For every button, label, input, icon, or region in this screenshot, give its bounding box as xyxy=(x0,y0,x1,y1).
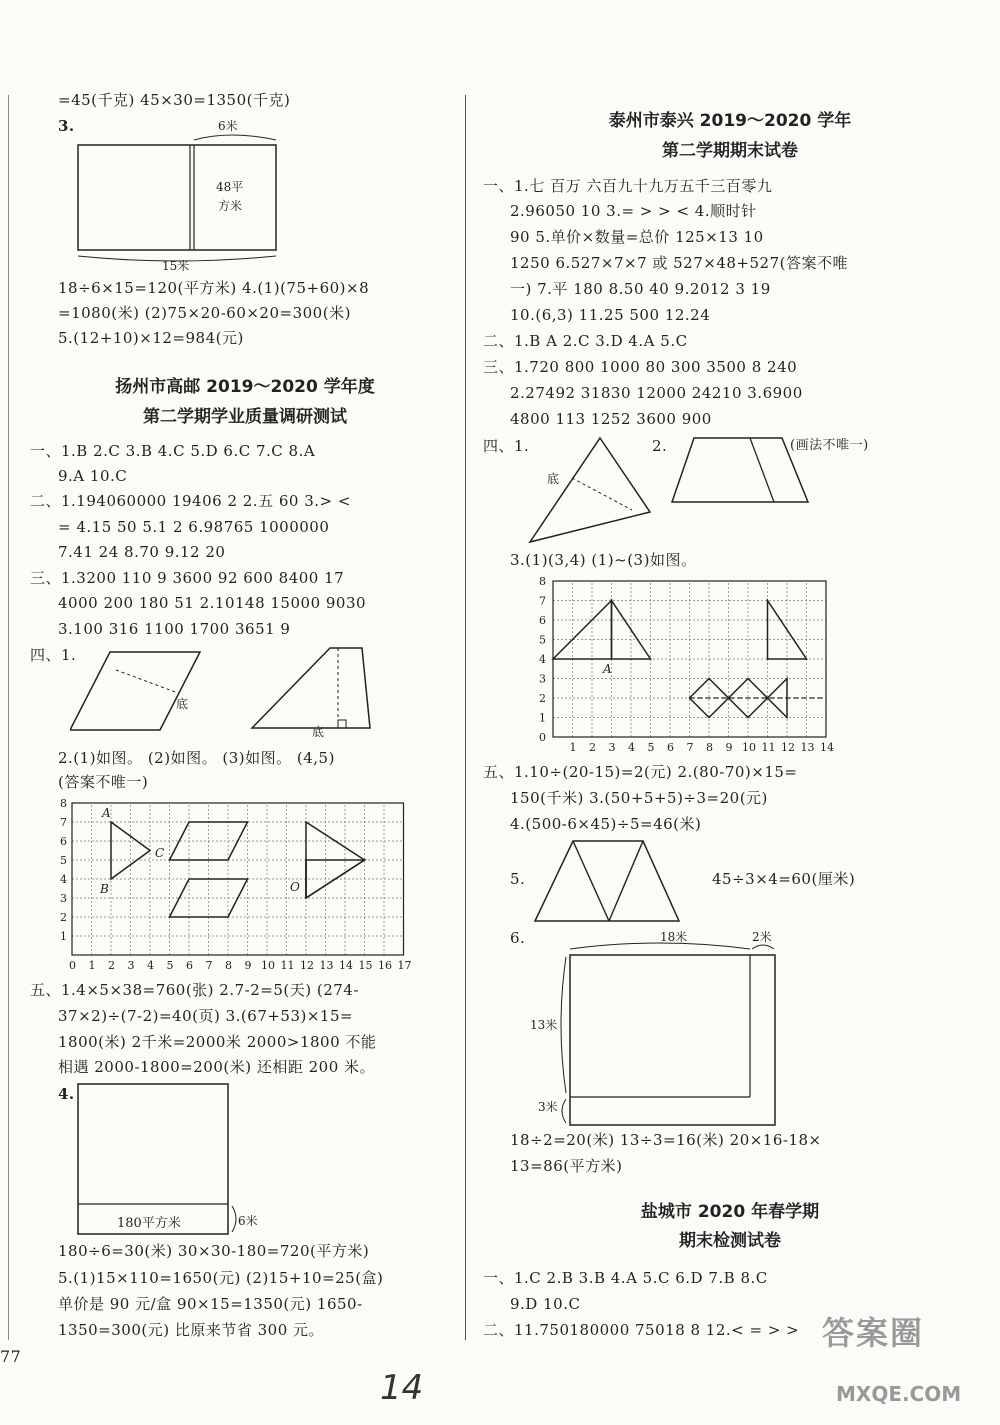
point-label: B xyxy=(100,882,109,896)
answer-line: 相遇 2000-1800=200(米) 还相距 200 米。 xyxy=(58,1058,376,1076)
x-tick-label: 4 xyxy=(628,741,635,754)
rectangle-figure-6 xyxy=(560,925,790,1130)
answer-line: 三、1.3200 110 9 3600 92 600 8400 17 xyxy=(30,569,345,587)
x-tick-label: 6 xyxy=(667,741,674,754)
left-margin-line xyxy=(8,95,9,1340)
point-label: A xyxy=(603,662,612,676)
dimension-label: 3米 xyxy=(538,1100,558,1114)
x-tick-label: 5 xyxy=(647,741,655,754)
answer-line: 18÷6×15=120(平方米) 4.(1)(75+60)×8 xyxy=(58,279,370,297)
answer-line: 9.D 10.C xyxy=(510,1295,581,1313)
dimension-label: 2米 xyxy=(752,930,772,944)
answer-line: 3.100 316 1100 1700 3651 9 xyxy=(58,620,291,638)
answer-line: 1350=300(元) 比原来节省 300 元。 xyxy=(58,1321,325,1339)
y-tick-label: 1 xyxy=(60,930,67,943)
y-tick-label: 3 xyxy=(539,672,546,686)
y-tick-label: 4 xyxy=(60,873,67,886)
answer-line: 一、1.B 2.C 3.B 4.C 5.D 6.C 7.C 8.A xyxy=(30,442,316,460)
y-tick-label: 3 xyxy=(60,892,67,905)
column-divider xyxy=(465,95,466,1340)
answer-line: 2.27492 31830 12000 24210 3.6900 xyxy=(510,384,803,402)
answer-line: 5. xyxy=(510,870,526,888)
x-tick-label: 17 xyxy=(397,959,412,972)
answer-line: 二、11.750180000 75018 8 12.< = > > xyxy=(483,1321,800,1339)
watermark-url: MXQE.COM xyxy=(836,1382,962,1406)
answer-line: 4800 113 1252 3600 900 xyxy=(510,410,712,428)
page-number: 77 xyxy=(0,1347,22,1366)
x-tick-label: 0 xyxy=(69,959,76,972)
section-subtitle: 期末检测试卷 xyxy=(679,1231,781,1251)
note: (画法不唯一) xyxy=(790,438,869,453)
answer-line: 7.41 24 8.70 9.12 20 xyxy=(58,543,226,561)
grid-shape xyxy=(612,601,651,660)
dimension-label: 6米 xyxy=(218,119,238,133)
y-tick-label: 8 xyxy=(539,575,546,588)
x-tick-label: 4 xyxy=(147,959,154,972)
answer-line: 2.96050 10 3.= > > < 4.顺时针 xyxy=(510,202,757,220)
parallelogram-trapezoid-figure xyxy=(70,640,450,740)
base-label: 底 xyxy=(547,472,560,486)
answer-line: 5.(12+10)×12=984(元) xyxy=(58,329,244,347)
x-tick-label: 11 xyxy=(761,741,776,754)
x-tick-label: 2 xyxy=(589,741,596,754)
answer-line: = 4.15 50 5.1 2 6.98765 1000000 xyxy=(58,518,330,536)
answer-line: 9.A 10.C xyxy=(58,467,128,485)
answer-line: 2.(1)如图。 (2)如图。 (3)如图。 (4,5) xyxy=(58,749,335,767)
point-label: A xyxy=(102,806,111,820)
grid-shape xyxy=(306,860,365,898)
x-tick-label: 14 xyxy=(339,959,353,972)
grid-shape xyxy=(768,601,807,660)
x-tick-label: 15 xyxy=(358,959,373,972)
answer-line: 5.(1)15×110=1650(元) (2)15+10=25(盒) xyxy=(58,1269,384,1287)
x-tick-label: 3 xyxy=(127,959,135,972)
y-tick-label: 1 xyxy=(539,711,546,725)
area-label: 48平 xyxy=(216,180,244,194)
x-tick-label: 1 xyxy=(88,959,96,972)
x-tick-label: 10 xyxy=(742,741,756,754)
answer-line: 150(千米) 3.(50+5+5)÷3=20(元) xyxy=(510,789,768,807)
watermark-logo: 答案圈 xyxy=(822,1314,925,1352)
answer-line: 37×2)÷(7-2)=40(页) 3.(67+53)×15= xyxy=(58,1007,354,1025)
answer-line: 三、1.720 800 1000 80 300 3500 8 240 xyxy=(483,358,798,376)
y-tick-label: 4 xyxy=(539,653,546,666)
answer-line: 单价是 90 元/盒 90×15=1350(元) 1650- xyxy=(58,1295,363,1313)
x-tick-label: 5 xyxy=(166,959,174,972)
answer-line: 4.(500-6×45)÷5=46(米) xyxy=(510,815,702,833)
coordinate-grid-1 xyxy=(60,795,420,975)
x-tick-label: 1 xyxy=(569,741,577,754)
y-tick-label: 5 xyxy=(539,633,546,647)
answer-line: 四、1. xyxy=(30,646,77,664)
dimension-label: 15米 xyxy=(162,259,190,273)
answer-line: (答案不唯一) xyxy=(58,773,149,791)
x-tick-label: 16 xyxy=(378,959,392,972)
grid-shape xyxy=(553,601,612,660)
section-subtitle: 第二学期学业质量调研测试 xyxy=(143,407,347,427)
y-tick-label: 0 xyxy=(539,731,546,744)
answer-line: 1800(米) 2千米=2000米 2000>1800 不能 xyxy=(58,1033,377,1051)
section-title: 盐城市 2020 年春学期 xyxy=(640,1202,820,1222)
answer-line: 一、1.C 2.B 3.B 4.A 5.C 6.D 7.B 8.C xyxy=(483,1269,768,1287)
answer-line: 4000 200 180 51 2.10148 15000 9030 xyxy=(58,594,367,612)
answer-line: 3.(1)(3,4) (1)~(3)如图。 xyxy=(510,551,697,569)
handwritten-number: 14 xyxy=(380,1368,424,1408)
x-tick-label: 2 xyxy=(108,959,115,972)
rectangle-figure-1 xyxy=(70,110,290,270)
y-tick-label: 5 xyxy=(60,854,67,867)
answer-line: 二、1.B A 2.C 3.D 4.A 5.C xyxy=(483,332,688,350)
y-tick-label: 6 xyxy=(60,835,67,848)
section-subtitle: 第二学期期末试卷 xyxy=(662,141,798,161)
x-tick-label: 7 xyxy=(205,959,213,972)
x-tick-label: 3 xyxy=(608,741,616,754)
triangles-figure-5 xyxy=(525,835,695,930)
answer-line: 五、1.10÷(20-15)=2(元) 2.(80-70)×15= xyxy=(483,763,798,781)
section-title: 泰州市泰兴 2019～2020 学年 xyxy=(608,111,852,131)
answer-line: =1080(米) (2)75×20-60×20=300(米) xyxy=(58,304,351,322)
x-tick-label: 13 xyxy=(319,959,334,972)
area-label: 180平方米 xyxy=(117,1216,181,1231)
answer-line: 90 5.单价×数量=总价 125×13 10 xyxy=(510,228,764,246)
x-tick-label: 14 xyxy=(820,741,834,754)
question-number: 4. xyxy=(58,1085,75,1103)
answer-line: =45(千克) 45×30=1350(千克) xyxy=(58,91,291,109)
base-label: 底 xyxy=(176,697,189,711)
y-tick-label: 7 xyxy=(60,816,67,829)
answer-line: 四、1. xyxy=(483,437,530,455)
x-tick-label: 13 xyxy=(800,741,815,754)
question-number: 3. xyxy=(58,117,75,135)
x-tick-label: 8 xyxy=(706,741,713,754)
answer-line: 18÷2=20(米) 13÷3=16(米) 20×16-18× xyxy=(510,1131,822,1149)
dimension-label: 18米 xyxy=(660,930,688,944)
x-tick-label: 6 xyxy=(186,959,193,972)
x-tick-label: 7 xyxy=(686,741,694,754)
x-tick-label: 9 xyxy=(244,959,252,972)
y-tick-label: 8 xyxy=(60,797,67,810)
answer-line: 6. xyxy=(510,929,526,947)
answer-line: 二、1.194060000 19406 2 2.五 60 3.> < xyxy=(30,492,351,510)
y-tick-label: 6 xyxy=(539,614,546,627)
section-title: 扬州市高邮 2019～2020 学年度 xyxy=(115,377,375,397)
area-label: 方米 xyxy=(218,199,243,213)
x-tick-label: 9 xyxy=(725,741,733,754)
point-label: O xyxy=(290,880,300,894)
point-label: C xyxy=(155,846,165,860)
x-tick-label: 8 xyxy=(225,959,232,972)
answer-line: 45÷3×4=60(厘米) xyxy=(712,870,856,888)
base-label: 底 xyxy=(312,725,325,739)
answer-line: 180÷6=30(米) 30×30-180=720(平方米) xyxy=(58,1242,370,1260)
x-tick-label: 12 xyxy=(300,959,314,972)
x-tick-label: 10 xyxy=(261,959,275,972)
y-tick-label: 7 xyxy=(539,594,546,608)
y-tick-label: 2 xyxy=(60,911,67,924)
answer-line: 13=86(平方米) xyxy=(510,1157,623,1175)
answer-line: 10.(6,3) 11.25 500 12.24 xyxy=(510,306,711,324)
answer-line: 1250 6.527×7×7 或 527×48+527(答案不唯 xyxy=(510,254,848,272)
answer-line: 一、1.七 百万 六百九十九万五千三百零九 xyxy=(483,177,773,195)
y-tick-label: 2 xyxy=(539,692,546,705)
x-tick-label: 12 xyxy=(781,741,795,754)
answer-line: 五、1.4×5×38=760(张) 2.7-2=5(天) (274- xyxy=(30,981,359,999)
coordinate-grid-2 xyxy=(535,575,845,755)
answer-line: 一) 7.平 180 8.50 40 9.2012 3 19 xyxy=(510,280,771,298)
x-tick-label: 11 xyxy=(280,959,295,972)
answer-line: 2. xyxy=(652,437,668,455)
dimension-label: 13米 xyxy=(530,1018,558,1032)
dimension-label: 6米 xyxy=(238,1214,258,1228)
triangle-trapezoid-figure xyxy=(520,430,900,550)
